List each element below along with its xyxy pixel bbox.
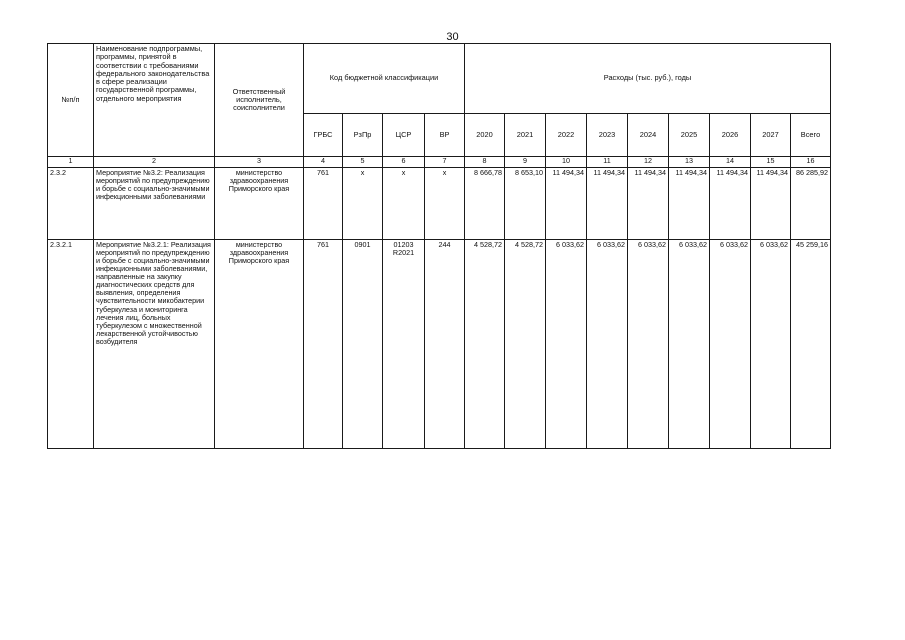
header-vr: ВР [425, 114, 465, 157]
row-value-2020: 8 666,78 [465, 168, 505, 240]
column-number: 2 [94, 157, 215, 168]
column-number: 4 [304, 157, 343, 168]
row-rzpr: х [343, 168, 383, 240]
row-vr: 244 [425, 240, 465, 449]
header-expenses-group: Расходы (тыс. руб.), годы [465, 44, 831, 114]
row-value-2026: 11 494,34 [710, 168, 751, 240]
row-number: 2.3.2 [48, 168, 94, 240]
column-number: 12 [628, 157, 669, 168]
row-grbs: 761 [304, 168, 343, 240]
column-number: 9 [505, 157, 546, 168]
header-budget-code-group: Код бюджетной классификации [304, 44, 465, 114]
column-number: 6 [383, 157, 425, 168]
row-value-2025: 6 033,62 [669, 240, 710, 449]
header-year-2025: 2025 [669, 114, 710, 157]
row-value-2027: 6 033,62 [751, 240, 791, 449]
row-value-2022: 6 033,62 [546, 240, 587, 449]
column-number: 8 [465, 157, 505, 168]
row-value-2024: 6 033,62 [628, 240, 669, 449]
row-name: Мероприятие №3.2: Реализация мероприятий по предупреждению и борьбе с социально-значимыми инфекционными заболеваниями [94, 168, 215, 240]
row-value-2026: 6 033,62 [710, 240, 751, 449]
row-responsible: министерство здравоохранения Приморского края [215, 168, 304, 240]
row-csr: 01203 R2021 [383, 240, 425, 449]
header-num: №п/п [48, 44, 94, 157]
column-number: 7 [425, 157, 465, 168]
row-name: Мероприятие №3.2.1: Реализация мероприятий по предупреждению и борьбе с социально-значимыми инфекционными заболеваниями, направленные на закупку диагностических средств для выявления, определения чувствительности микобактерии туберкулеза и мониторинга лечения лиц, больных туберкулезом с множественной лекарственной устойчивостью возбудителя [94, 240, 215, 449]
column-number: 11 [587, 157, 628, 168]
table-row [48, 168, 831, 240]
header-total: Всего [791, 114, 831, 157]
header-name: Наименование подпрограммы, программы, принятой в соответствии с требованиями федерального законодательства в сфере реализации государственной программы, отдельного мероприятия [94, 44, 215, 157]
column-number: 16 [791, 157, 831, 168]
header-year-2023: 2023 [587, 114, 628, 157]
row-total: 45 259,16 [791, 240, 831, 449]
column-number: 14 [710, 157, 751, 168]
row-value-2021: 4 528,72 [505, 240, 546, 449]
header-year-2024: 2024 [628, 114, 669, 157]
row-value-2023: 11 494,34 [587, 168, 628, 240]
page-number: 30 [446, 31, 459, 43]
row-responsible: министерство здравоохранения Приморского края [215, 240, 304, 449]
row-value-2025: 11 494,34 [669, 168, 710, 240]
header-csr: ЦСР [383, 114, 425, 157]
column-number: 15 [751, 157, 791, 168]
column-number: 3 [215, 157, 304, 168]
header-rzpr: РзПр [343, 114, 383, 157]
column-number-row [48, 157, 831, 168]
row-value-2023: 6 033,62 [587, 240, 628, 449]
row-value-2022: 11 494,34 [546, 168, 587, 240]
row-value-2027: 11 494,34 [751, 168, 791, 240]
header-year-2027: 2027 [751, 114, 791, 157]
header-grbs: ГРБС [304, 114, 343, 157]
column-number: 5 [343, 157, 383, 168]
row-total: 86 285,92 [791, 168, 831, 240]
row-value-2020: 4 528,72 [465, 240, 505, 449]
column-number: 1 [48, 157, 94, 168]
header-year-2022: 2022 [546, 114, 587, 157]
header-year-2026: 2026 [710, 114, 751, 157]
row-value-2024: 11 494,34 [628, 168, 669, 240]
header-year-2020: 2020 [465, 114, 505, 157]
row-csr: х [383, 168, 425, 240]
header-year-2021: 2021 [505, 114, 546, 157]
row-grbs: 761 [304, 240, 343, 449]
budget-table [47, 43, 831, 449]
row-vr: х [425, 168, 465, 240]
column-number: 13 [669, 157, 710, 168]
column-number: 10 [546, 157, 587, 168]
row-value-2021: 8 653,10 [505, 168, 546, 240]
row-number: 2.3.2.1 [48, 240, 94, 449]
row-rzpr: 0901 [343, 240, 383, 449]
table-row [48, 240, 831, 449]
header-responsible: Ответственный исполнитель, соисполнители [215, 44, 304, 157]
